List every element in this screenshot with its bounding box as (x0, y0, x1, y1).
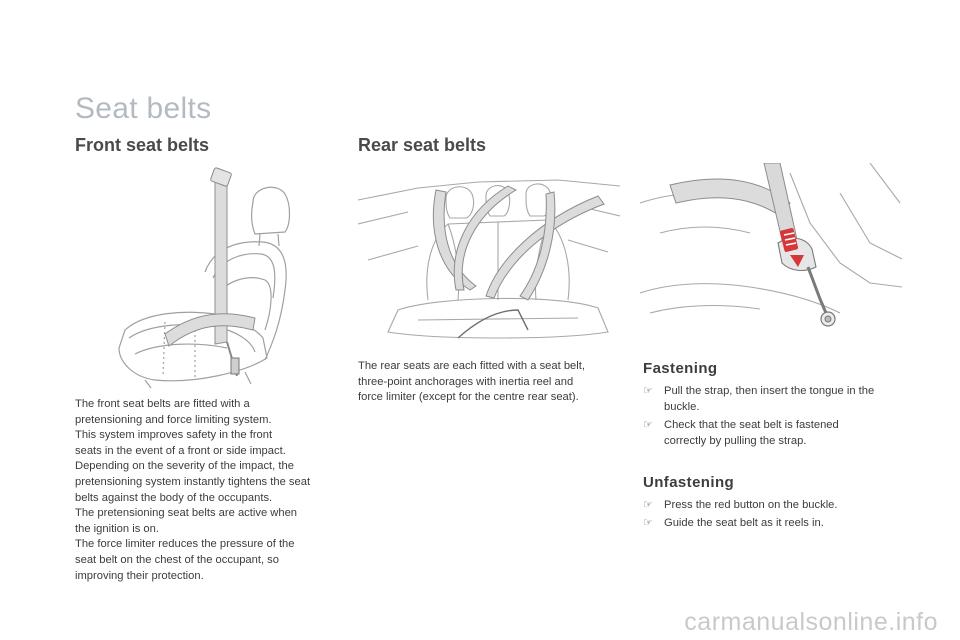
list-item-line: Press the red button on the buckle. (664, 499, 838, 511)
front-line: The front seat belts are fitted with a (75, 398, 250, 410)
pointing-hand-icon: ☞ (643, 499, 654, 511)
buckle-release-illustration (640, 163, 902, 341)
list-item-line: Pull the strap, then insert the tongue in the (664, 385, 875, 397)
list-item (643, 497, 913, 513)
front-line: The pretensioning seat belts are active when (75, 507, 298, 520)
fastening-list (643, 383, 913, 451)
front-line: This system improves safety in the front (75, 429, 273, 442)
rear-seat-belts-illustration (358, 160, 620, 340)
list-item (643, 417, 913, 449)
front-description (75, 397, 345, 584)
front-line: pretensioning system instantly tightens the seat (75, 475, 311, 488)
rear-seat-belts-heading: Rear seat belts (358, 135, 487, 155)
unfastening-list (643, 497, 913, 533)
rear-line: three-point anchorages with inertia reel and (358, 375, 574, 388)
list-item-line: Check that the seat belt is fastened (664, 419, 839, 431)
front-line: improving their protection. (75, 569, 204, 582)
pointing-hand-icon: ☞ (643, 385, 654, 397)
list-item (643, 515, 913, 531)
front-line: belts against the body of the occupants. (75, 491, 273, 504)
rear-description (358, 359, 620, 406)
front-line: seats in the event of a front or side impact. (75, 444, 286, 457)
rear-line: force limiter (except for the centre rear seat). (358, 391, 579, 404)
pointing-hand-icon: ☞ (643, 517, 654, 529)
list-item-line: correctly by pulling the strap. (664, 435, 807, 447)
front-line: the ignition is on. (75, 522, 159, 535)
watermark: carmanualsonline.info (684, 608, 938, 636)
front-seat-belts-heading: Front seat belts (75, 135, 210, 155)
rear-line: The rear seats are each fitted with a seat belt, (358, 360, 585, 372)
front-line: seat belt on the chest of the occupant, so (75, 553, 279, 566)
list-item-line: Guide the seat belt as it reels in. (664, 517, 824, 529)
pointing-hand-icon: ☞ (643, 419, 654, 431)
front-seat-belt-illustration (105, 162, 340, 390)
unfastening-heading: Unfastening (643, 474, 735, 491)
front-line: Depending on the severity of the impact, the (75, 460, 294, 473)
front-line: pretensioning and force limiting system. (75, 413, 272, 426)
list-item-line: buckle. (664, 401, 700, 413)
fastening-heading: Fastening (643, 360, 718, 377)
front-line: The force limiter reduces the pressure of the (75, 538, 295, 551)
list-item (643, 383, 913, 415)
page-title: Seat belts (75, 92, 212, 125)
